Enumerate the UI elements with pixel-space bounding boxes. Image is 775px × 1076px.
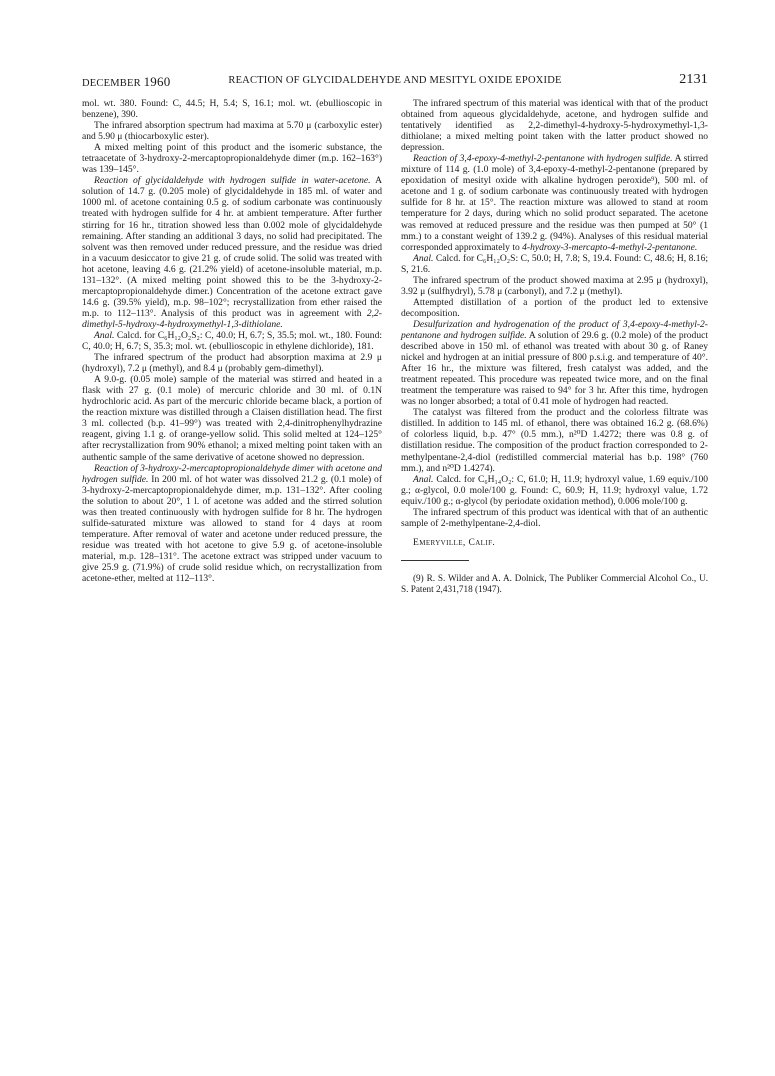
analysis-label: Anal. bbox=[94, 329, 115, 341]
analysis-label: Anal. bbox=[413, 252, 434, 264]
compound-name: 2,2-dimethyl-5-hydroxy-4-hydroxymethyl-1,3-dithiolane. bbox=[82, 307, 382, 330]
right-column bbox=[401, 98, 708, 594]
header-year: 1960 bbox=[143, 74, 171, 89]
paragraph-text: Calcd. for C₆H₁₄O₂: C, 61.0; H, 11.9; hydroxyl value, 1.69 equiv./100 g.; α-glycol, 0.0 mole/100 g. Found: C, 60.9; H, 11.9; hydroxyl value, 1.72 equiv./100 g.; α-glycol (by periodate oxidation method), 0.006 mole/100 g. bbox=[401, 473, 708, 507]
paragraph-text: A stirred mixture of 114 g. (1.0 mole) of 3,4-epoxy-4-methyl-2-pentanone (prepared by epoxidation of mesityl oxide with alkaline hydrogen peroxide⁹), 500 ml. of acetone and 1 g. of sodium carbonate was continuously treated with hydrogen sulfide for 8 hr. at 15°. The reaction mixture was allowed to stand at room temperature for 2 days, during which no solid product separated. The acetone was removed at reduced pressure and the residue was then pumped at 50° (1 mm.) to a constant weight of 139.2 g. (94%). Analyses of this residual material corresponded approximately to bbox=[401, 153, 708, 253]
paragraph: The catalyst was filtered from the product and the colorless filtrate was distilled. In addition to 145 ml. of ethanol, there was obtained 16.2 g. (68.6%) of colorless liquid, b.p. 47° (0.5 mm.), n²⁰D 1.4272; there was 0.8 g. of distillation residue. The composition of the product fraction corresponded to 2-methylpentane-2,4-diol (redistilled commercial material has b.p. 198° (760 mm.), and n²⁰D 1.4274). bbox=[401, 407, 708, 474]
analysis-label: Anal. bbox=[413, 473, 434, 485]
paragraph: The infrared spectrum of this material was identical with that of the product obtained from aqueous glycidaldehyde, acetone, and hydrogen sulfide and tentatively identified as 2,2-dimethyl-4-hydroxy-5-hydroxymethyl-1,3-dithiolane; a mixed melting point taken with the latter product showed no depression. bbox=[401, 98, 708, 154]
header-month: DECEMBER bbox=[82, 78, 141, 89]
footnote-rule bbox=[401, 560, 469, 561]
paragraph: mol. wt. 380. Found: C, 44.5; H, 5.4; S, 16.1; mol. wt. (ebullioscopic in benzene), 390. bbox=[82, 98, 382, 121]
footnote: (9) R. S. Wilder and A. A. Dolnick, The Publiker Commercial Alcohol Co., U. S. Patent 2,431,718 (1947). bbox=[401, 572, 708, 594]
paragraph: The infrared spectrum of the product had absorption maxima at 2.9 μ (hydroxyl), 7.2 μ (methyl), and 8.4 μ (probably gem-dimethyl). bbox=[82, 352, 382, 375]
paragraph: The infrared absorption spectrum had maxima at 5.70 μ (carboxylic ester) and 5.90 μ (thiocarboxylic ester). bbox=[82, 120, 382, 143]
paragraph: A 9.0-g. (0.05 mole) sample of the material was stirred and heated in a flask with 27 g. (0.1 mole) of mercuric chloride and 30 ml. of 0.1N hydrochloric acid. As part of the mercuric chloride became black, a portion of the reaction mixture was distilled through a Claisen distillation head. The first 3 ml. collected (b.p. 41–99°) was treated with 2,4-dinitrophenylhydrazine reagent, giving 1.1 g. of orange-yellow solid. This solid melted at 124–125° after recrystallization from 90% ethanol; a mixed melting point taken with an authentic sample of the same derivative of acetone showed no depression. bbox=[82, 374, 382, 463]
affiliation-signature: Emeryville, Calif. bbox=[413, 536, 496, 548]
page-number: 2131 bbox=[679, 72, 708, 87]
section-heading: Reaction of 3-hydroxy-2-mercaptopropionaldehyde dimer with acetone and hydrogen sulfide. bbox=[82, 462, 382, 485]
paragraph-text: Calcd. for C₆H₁₂O₂S: C, 50.0; H, 7.8; S, 19.4. Found: C, 48.6; H, 8.16; S, 21.6. bbox=[401, 252, 708, 275]
paragraph: The infrared spectrum of the product showed maxima at 2.95 μ (hydroxyl), 3.92 μ (sulfhydryl), 5.78 μ (carbonyl), and 7.2 μ (methyl). bbox=[401, 274, 708, 297]
paragraph bbox=[401, 253, 708, 275]
paragraph-text: A solution of 14.7 g. (0.205 mole) of glycidaldehyde in 185 ml. of water and 1000 ml. of acetone containing 0.5 g. of sodium carbonate was continuously treated with hydrogen sulfide for 4 hr. at ambient temperature. After further stirring for 16 hr., titration showed less than 0.002 mole of glycidaldehyde remaining. After standing an additional 3 days, no solid had precipitated. The solvent was then removed under reduced pressure, and the residue was dried in a vacuum desiccator to give 21 g. of crude solid. The solid was treated with hot acetone, leaving 4.6 g. (21.2% yield) of acetone-insoluble material, m.p. 131–132°. (A mixed melting point showed this to be the 3-hydroxy-2-mercaptopropionaldehyde dimer.) Concentration of the acetone extract gave 14.6 g. (39.5% yield), m.p. 98–102°; recrystallization from ether raised the m.p. to 112–113°. Analysis of this product was in agreement with bbox=[82, 175, 382, 319]
paragraph bbox=[82, 463, 382, 585]
section-heading: Reaction of glycidaldehyde with hydrogen sulfide in water-acetone. bbox=[94, 175, 371, 187]
paragraph bbox=[401, 474, 708, 507]
paragraph: Attempted distillation of a portion of the product led to extensive decomposition. bbox=[401, 296, 708, 319]
header-title: REACTION OF GLYCIDALDEHYDE AND MESITYL OXIDE EPOXIDE bbox=[228, 75, 562, 86]
paragraph bbox=[401, 319, 708, 407]
paragraph bbox=[401, 153, 708, 252]
left-column bbox=[82, 98, 382, 584]
paragraph-text: Calcd. for C₆H₁₂O₂S₂: C, 40.0; H, 6.7; S, 35.5; mol. wt., 180. Found: C, 40.0; H, 6.7; S, 35.3; mol. wt. (ebullioscopic in ethylene dichloride), 181. bbox=[82, 329, 382, 353]
paragraph-text: A solution of 29.6 g. (0.2 mole) of the product described above in 150 ml. of ethanol was treated with about 30 g. of Raney nickel and hydrogen at an initial pressure of 800 p.s.i.g. and temperature of 40°. After 16 hr., the mixture was filtered, fresh catalyst was added, and the treatment repeated. This procedure was repeated twice more, and on the final treatment the temperature was raised to 94° for 3 hr. After this time, hydrogen was no longer absorbed; a total of 0.41 mole of hydrogen had reacted. bbox=[401, 329, 708, 408]
paragraph: A mixed melting point of this product and the isomeric substance, the tetraacetate of 3-hydroxy-2-mercaptopropionaldehyde dimer (m.p. 162–163°) was 139–145°. bbox=[82, 142, 382, 176]
paragraph bbox=[82, 175, 382, 330]
compound-name: 4-hydroxy-3-mercapto-4-methyl-2-pentanone. bbox=[522, 241, 698, 253]
running-header bbox=[82, 74, 708, 90]
section-heading: Reaction of 3,4-epoxy-4-methyl-2-pentanone with hydrogen sulfide. bbox=[413, 153, 673, 165]
paragraph bbox=[82, 330, 382, 352]
paragraph-text: In 200 ml. of hot water was dissolved 21.2 g. (0.1 mole) of 3-hydroxy-2-mercaptopropionaldehyde dimer, m.p. 131–132°. After cooling the solution to about 20°, 1 l. of acetone was added and the stirred solution was then treated continuously with hydrogen sulfide for 8 hr. The hydrogen sulfide-saturated mixture was allowed to stand for 4 days at room temperature. After removal of water and acetone under reduced pressure, the residue was treated with hot acetone to give 5.9 g. of acetone-insoluble material, m.p. 128–131°. The acetone extract was stripped under vacuum to give 25.9 g. (71.9%) of crude solid residue which, on recrystallization from acetone-ether, melted at 112–113°. bbox=[82, 473, 382, 585]
paragraph: The infrared spectrum of this product was identical with that of an authentic sample of 2-methylpentane-2,4-diol. bbox=[401, 506, 708, 529]
section-heading: Desulfurization and hydrogenation of the product of 3,4-epoxy-4-methyl-2-pentanone and hydrogen sulfide. bbox=[401, 318, 708, 341]
